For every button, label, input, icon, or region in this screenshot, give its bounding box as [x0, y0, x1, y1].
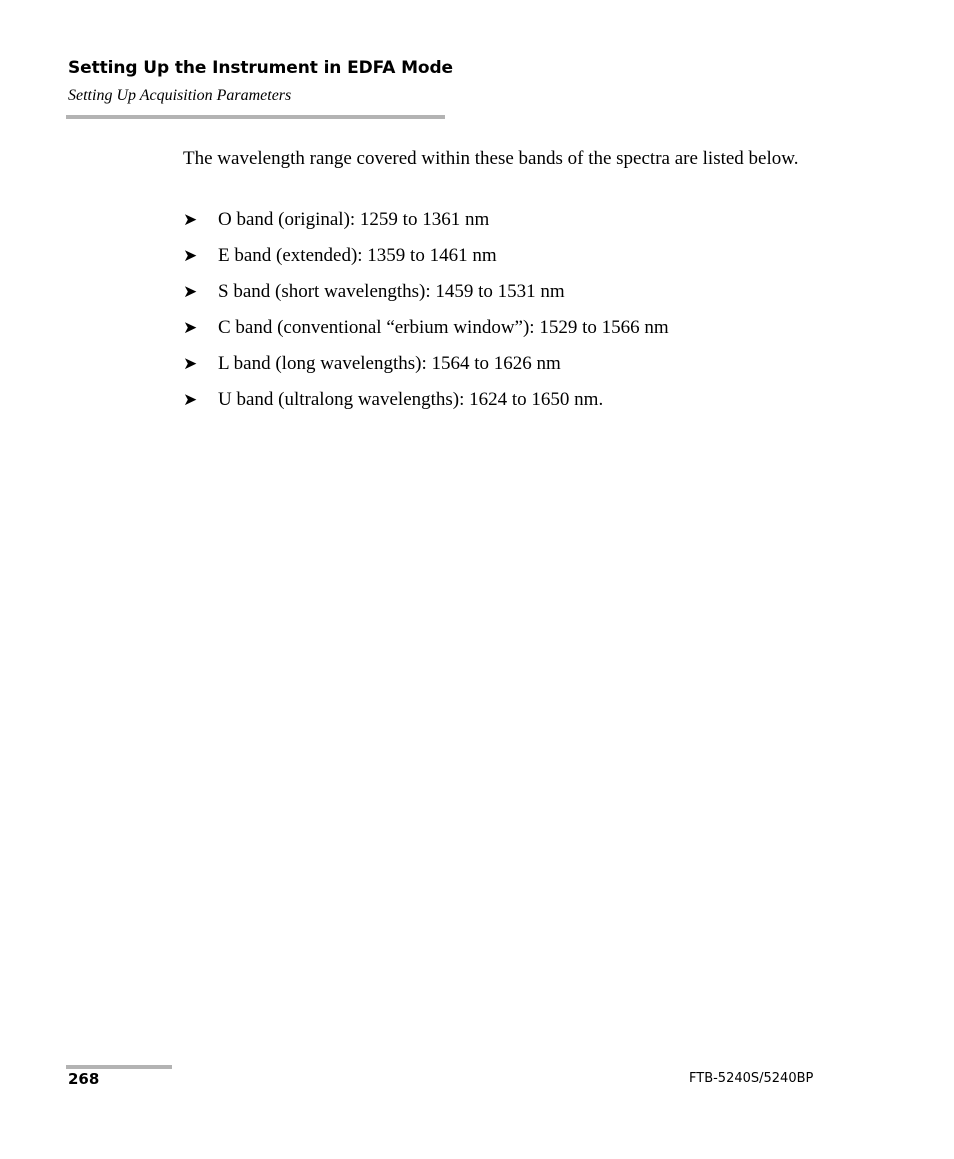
arrowhead-right-icon: ➤ [183, 390, 198, 410]
band-l-text: L band (long wavelengths): 1564 to 1626 nm [218, 353, 561, 374]
list-item [183, 207, 669, 243]
section-title: Setting Up the Instrument in EDFA Mode [68, 58, 453, 78]
list-item [183, 279, 669, 315]
arrowhead-right-icon: ➤ [183, 246, 198, 266]
arrowhead-right-icon: ➤ [183, 282, 198, 302]
product-name: FTB-5240S/5240BP [689, 1071, 814, 1086]
list-item [183, 387, 669, 423]
band-s-text: S band (short wavelengths): 1459 to 1531 nm [218, 281, 565, 302]
list-item [183, 243, 669, 279]
band-u-text: U band (ultralong wavelengths): 1624 to 1650 nm. [218, 389, 604, 410]
list-item [183, 351, 669, 387]
header-divider [66, 115, 445, 119]
band-list [183, 207, 669, 423]
band-o-text: O band (original): 1259 to 1361 nm [218, 209, 490, 230]
list-item [183, 315, 669, 351]
band-e-text: E band (extended): 1359 to 1461 nm [218, 245, 497, 266]
intro-paragraph: The wavelength range covered within these bands of the spectra are listed below. [183, 148, 799, 169]
arrowhead-right-icon: ➤ [183, 318, 198, 338]
arrowhead-right-icon: ➤ [183, 354, 198, 374]
section-subtitle: Setting Up Acquisition Parameters [68, 87, 292, 104]
page-number: 268 [68, 1070, 100, 1088]
footer-divider [66, 1065, 172, 1069]
arrowhead-right-icon: ➤ [183, 210, 198, 230]
band-c-text: C band (conventional “erbium window”): 1529 to 1566 nm [218, 317, 669, 338]
